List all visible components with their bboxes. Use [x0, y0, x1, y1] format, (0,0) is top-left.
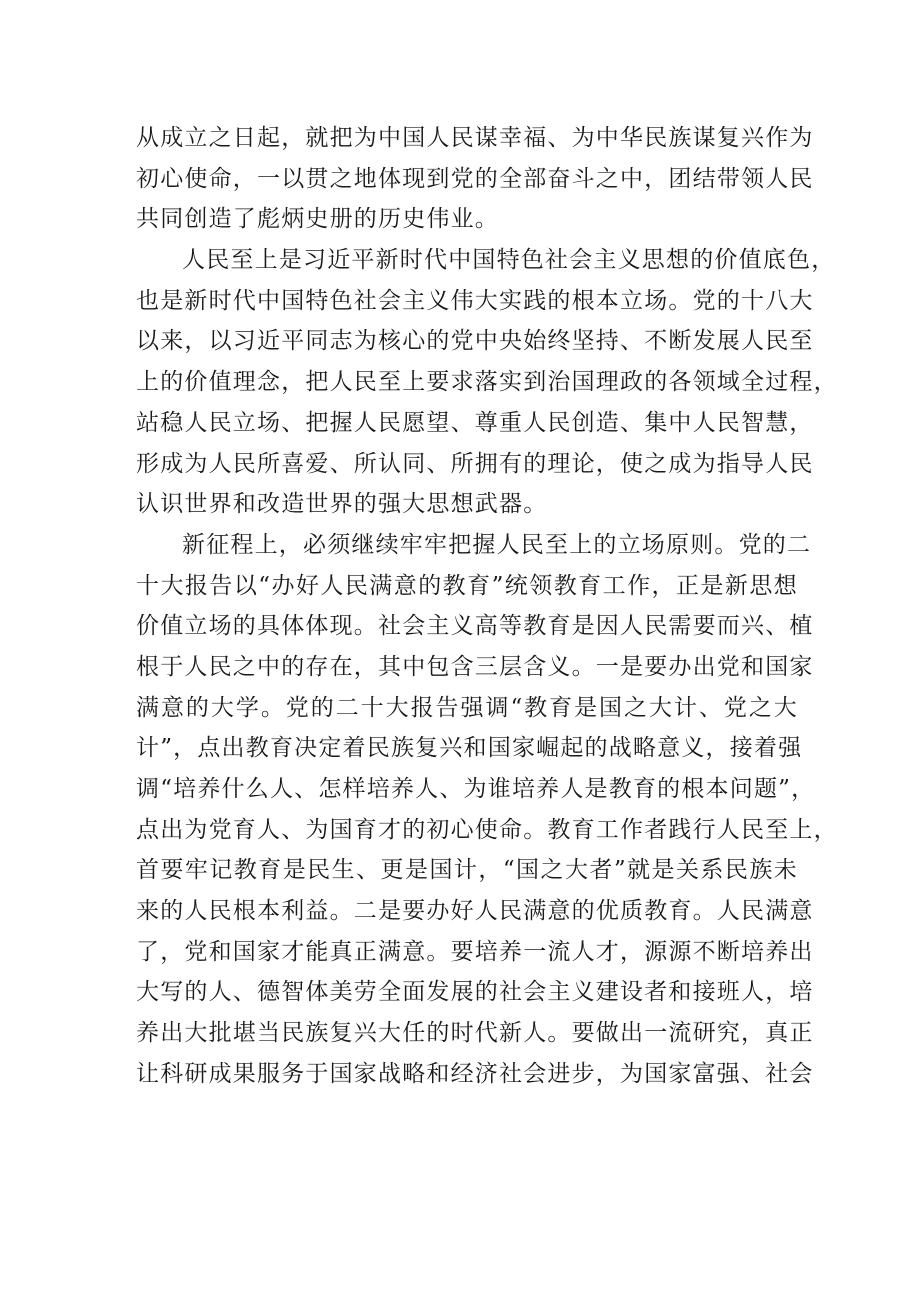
paragraph-1 — [136, 118, 814, 240]
paragraph-line: 点出为党育人、为国育才的初心使命。教育工作者践行人民至上， — [136, 816, 838, 843]
paragraph-line: 计”，点出教育决定着民族复兴和国家崛起的战略意义，接着强 — [136, 735, 803, 762]
paragraph-line: 以来，以习近平同志为核心的党中央始终坚持、不断发展人民至 — [136, 328, 814, 355]
paragraph-line: 认识世界和改造世界的强大思想武器。 — [136, 491, 548, 518]
paragraph-line: 养出大批堪当民族复兴大任的时代新人。要做出一流研究，真正 — [136, 1020, 814, 1047]
paragraph-line: 满意的大学。党的二十大报告强调“教育是国之大计、党之大 — [136, 694, 798, 721]
paragraph-line: 来的人民根本利益。二是要办好人民满意的优质教育。人民满意 — [136, 898, 814, 925]
paragraph-line: 根于人民之中的存在，其中包含三层含义。一是要办出党和国家 — [136, 653, 814, 680]
paragraph-line: 站稳人民立场、把握人民愿望、尊重人民创造、集中人民智慧， — [136, 409, 814, 436]
paragraph-line: 初心使命，一以贯之地体现到党的全部奋斗之中，团结带领人民 — [136, 165, 814, 192]
paragraph-line: 共同创造了彪炳史册的历史伟业。 — [136, 206, 499, 233]
paragraph-line: 从成立之日起，就把为中国人民谋幸福、为中华民族谋复兴作为 — [136, 125, 814, 151]
paragraph-line: 调“培养什么人、怎样培养人、为谁培养人是教育的根本问题”， — [136, 776, 816, 802]
paragraph-line: 了，党和国家才能真正满意。要培养一流人才，源源不断培养出 — [136, 938, 814, 965]
paragraph-line: 让科研成果服务于国家战略和经济社会进步，为国家富强、社会 — [136, 1060, 814, 1087]
document-body — [136, 118, 838, 1095]
paragraph-line: 也是新时代中国特色社会主义伟大实践的根本立场。党的十八大 — [136, 287, 814, 314]
paragraph-line: 形成为人民所喜爱、所认同、所拥有的理论，使之成为指导人民 — [136, 450, 814, 477]
paragraph-3 — [136, 525, 838, 1095]
paragraph-line: 十大报告以“办好人民满意的教育”统领教育工作，正是新思想 — [136, 572, 798, 599]
paragraph-line: 人民至上是习近平新时代中国特色社会主义思想的价值底色， — [182, 247, 836, 274]
paragraph-2 — [136, 240, 838, 525]
paragraph-line: 上的价值理念，把人民至上要求落实到治国理政的各领域全过程， — [136, 369, 838, 396]
paragraph-line: 价值立场的具体体现。社会主义高等教育是因人民需要而兴、植 — [136, 613, 814, 640]
paragraph-line: 新征程上，必须继续牢牢把握人民至上的立场原则。党的二 — [182, 531, 812, 558]
paragraph-line: 大写的人、德智体美劳全面发展的社会主义建设者和接班人，培 — [136, 979, 814, 1006]
paragraph-line: 首要牢记教育是民生、更是国计，“国之大者”就是关系民族未 — [136, 857, 798, 884]
